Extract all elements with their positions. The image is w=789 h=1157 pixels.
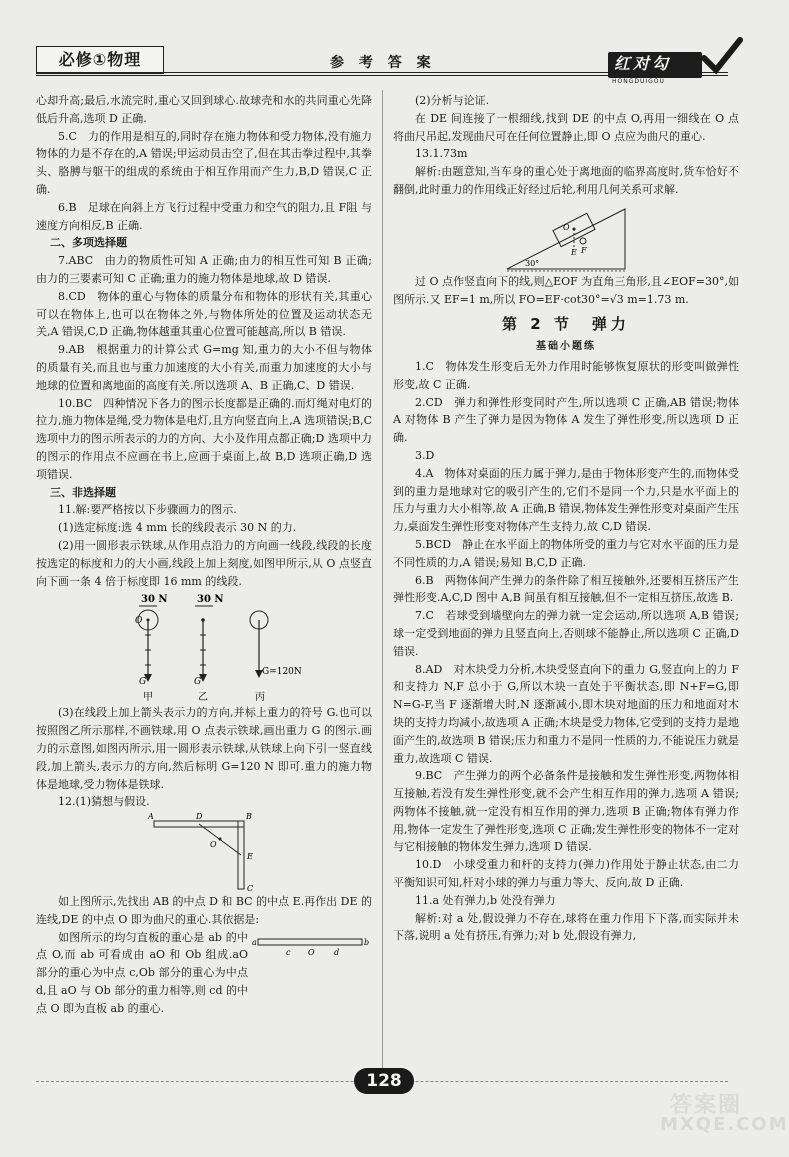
watermark-logo: 答案圈	[670, 1092, 743, 1118]
scale-label-2: 30 N	[197, 594, 224, 606]
caption-bing: 丙	[255, 692, 265, 704]
elastic-answer-10: 10.D 小球受重力和杆的支持力(弹力)作用处于静止状态,由二力平衡知识可知,杆对小球的弹力与重力等大、反向,故 D 正确.	[393, 858, 739, 890]
answer-12-board: 如图所示的均匀直板的重心是 ab 的中点 O,而 ab 可看成由 aO 和 Ob 组成.aO 部分的重心为中点 c,Ob 部分的重心为中点 d,且 aO 与 Ob 部分的重力相等,则 cd 的中点 O 即为直板 ab 的重心.	[36, 930, 248, 1015]
o-label: O	[135, 616, 143, 627]
section-heading: 二、多项选择题	[50, 236, 127, 250]
elastic-answer-7: 7.C 若球受到墙壁向左的弹力就一定会运动,所以选项 A,B 错误;球一定受到地面的弹力且竖直向上,否则球不能静止,所以选项 C 正确,D 错误.	[393, 609, 739, 658]
left-column	[36, 92, 372, 1018]
truck-e: E	[571, 247, 577, 257]
answer-12: 12.(1)猜想与假设.	[58, 795, 150, 809]
answer-12-reason: 如上图所示,先找出 AB 的中点 D 和 BC 的中点 E.再作出 DE 的连线,DE 的中点 O 即为曲尺的重心.其依据是:	[36, 895, 373, 926]
label-o: O	[210, 840, 217, 850]
caption-yi: 乙	[198, 692, 208, 704]
scale-label-1: 30 N	[141, 594, 168, 606]
answer-13-analysis: 解析:由题意知,当车身的重心处于离地面的临界高度时,货车恰好不翻倒,此时重力的作用线正好经过后轮,利用几何关系可求解.	[393, 165, 739, 196]
label-d: D	[196, 812, 203, 822]
column-divider	[382, 90, 383, 1080]
label-c: C	[247, 884, 254, 894]
answer-7: 7.ABC 由力的物质性可知 A 正确;由力的相互性可知 B 正确;由力的三要素可知 C 正确;重力的施力物体是地球,故 D 错误.	[36, 254, 372, 285]
force-diagram	[99, 590, 309, 704]
brand-logo: 红对勾	[608, 52, 702, 78]
page-number: 128	[354, 1068, 414, 1094]
board-diagram	[252, 933, 372, 957]
section-title: 第 2 节 弹力	[502, 315, 630, 334]
elastic-answer-8: 8.AD 对木块受力分析,木块受竖直向下的重力 G,竖直向上的力 F 和支持力 N,F 总小于 G,所以木块一直处于平衡状态,即 N+F=G,即 N=G-F,当 F 逐渐增大时,N 逐渐减小,即木块对地面的压力和地面对木块的支持力均减小,故选项 A 正确;木块是受力物体,它受到的支持力是地面产生的,故选项 B 错误;压力和重力不是同一性质的力,不能说压力就是重力,故选项 C 错误.	[393, 662, 739, 765]
answer-6: 6.B 足球在向斜上方飞行过程中受重力和空气的阻力,且 F阻 与速度方向相反,B 正确.	[36, 200, 372, 232]
board-c: c	[286, 947, 291, 957]
elastic-answer-3: 3.D	[415, 448, 435, 462]
label-a: A	[148, 812, 154, 822]
board-o: O	[308, 947, 315, 957]
elastic-answer-2: 2.CD 弹力和弹性形变同时产生,所以选项 C 正确,AB 错误;物体 A 对物体 B 产生了弹力是因为物体 A 发生了弹性形变,所以选项 D 正确.	[393, 395, 739, 445]
label-b: B	[246, 812, 252, 822]
answer-13: 13.1.73m	[415, 147, 468, 161]
right-column	[393, 92, 739, 945]
board-b: b	[364, 937, 370, 947]
subsection-title: 基础小题练	[536, 341, 596, 353]
label-e: E	[247, 852, 253, 862]
answer-11-step1: (1)选定标度:选 4 mm 长的线段表示 30 N 的力.	[58, 521, 297, 535]
answer-11-step3: (3)在线段上加上箭头表示力的方向,并标上重力的符号 G.也可以按照图乙所示那样,不画铁球,用 O 点表示铁球,画出重力 G 的图示.画力的示意图,如图丙所示,用一圆形表示铁球,从铁球上向下引一竖直线段,加上箭头,表示力的方向,然后标明 G=120 N 即可.重力的施力物体是地球,受力物体是铁球.	[36, 706, 372, 791]
text-paragraph: 心却升高;最后,水流完时,重心又回到球心.故球壳和水的共同重心先降低后升高,选项 D 正确.	[36, 94, 372, 125]
g-value-label: G=120N	[262, 667, 302, 678]
truck-o: O	[563, 222, 570, 232]
answer-9: 9.AB 根据重力的计算公式 G=mg 知,重力的大小不但与物体的质量有关,而且也与重力加速度的大小有关,而重力加速度的大小与地球的位置和离地面的高度有关.所以选项 A、B 正确,C、D 错误.	[36, 343, 372, 392]
answer-12-analysis: 在 DE 间连接了一根细线,找到 DE 的中点 O,再用一细线在 O 点将曲尺吊起,发现曲尺可在任何位置静止,即 O 点应为曲尺的重心.	[393, 111, 739, 143]
watermark-url: MXQE.COM	[660, 1114, 789, 1135]
answer-10: 10.BC 四种情况下各力的图示长度都是正确的.而灯绳对电灯的拉力,施力物体是绳,受力物体是电灯,且方向竖直向上,A 选项错误;B,C 选项中力的图示所表示的力的方向、大小及作用点都正确;D 选项中力的图示的作用点不应画在书上,应画于桌面上,故 B,D 选项正确,D 选项错误.	[36, 396, 372, 481]
answer-5: 5.C 力的作用是相互的,同时存在施力物体和受力物体,没有施力物体的力是不存在的,A 错误;甲运动员击空了,但在其击拳过程中,其拳头、胳膊与躯干的组成的系统由于相互作用而产生力,B,D 错误,C 正确.	[36, 129, 372, 196]
answer-13-solution: 过 O 点作竖直向下的线,则△EOF 为直角三角形,且∠EOF=30°,如图所示.又 EF=1 m,所以 FO=EF·cot30°=√3 m=1.73 m.	[393, 274, 739, 306]
g-label-2: G	[194, 677, 202, 688]
elastic-answer-4: 4.A 物体对桌面的压力属于弹力,是由于物体形变产生的,而物体受到的重力是地球对它的吸引产生的,它们不是同一个力,只是水平面上的压力与重力大小相等,故 A 正确,B 错误,物体发生弹性形变对桌面产生压力,桌面发生弹性形变对物体产生支持力,故 C,D 错误.	[393, 466, 739, 534]
elastic-answer-11: 11.a 处有弹力,b 处没有弹力	[415, 893, 556, 907]
board-a: a	[252, 937, 257, 947]
section-heading: 三、非选择题	[50, 485, 116, 499]
board-block	[36, 929, 372, 1018]
caption-jia: 甲	[143, 692, 153, 704]
elastic-answer-6: 6.B 两物体间产生弹力的条件除了相互接触外,还要相互挤压产生弹性形变.A,C,D 图中 A,B 间虽有相互接触,但不一定相互挤压,故选 B.	[393, 573, 739, 605]
truck-slope-diagram	[501, 199, 631, 273]
answer-12-part2: (2)分析与论证.	[415, 94, 490, 107]
answer-11-step2: (2)用一圆形表示铁球,从作用点沿力的方向画一线段,线段的长度按选定的标度和力的大小画,线段上加上刻度,如图甲所示,从 O 点竖直向下画一条 4 倍于标度即 16 mm 的线段.	[36, 538, 372, 588]
answer-8: 8.CD 物体的重心与物体的质量分布和物体的形状有关,其重心可以在物体上,也可以在物体之外,与物体所处的位置及运动状态无关,A 错误,C,D 正确,物体越重其重心位置可能越高,所以 B 错误.	[36, 289, 372, 339]
elastic-answer-9: 9.BC 产生弹力的两个必备条件是接触和发生弹性形变,两物体相互接触,若没有发生弹性形变,就不会产生相互作用的弹力,选项 A 错误;两物体不接触,就一定没有相互作用的弹力,选项 B 正确;物体有弹力作用,物体一定发生了弹性形变,选项 C 正确;发生弹性形变的物体不一定对与它相接触的物体发生弹力,选项 D 错误.	[393, 769, 739, 854]
book-title: 必修①物理	[36, 46, 164, 74]
elastic-answer-1: 1.C 物体发生形变后无外力作用时能够恢复原状的形变叫做弹性形变,故 C 正确.	[393, 359, 739, 391]
truck-f: F	[581, 245, 587, 255]
g-label-1: G	[139, 677, 147, 688]
header-center-title: 参 考 答 案	[330, 55, 436, 71]
checkmark-icon	[700, 34, 744, 78]
l-square-diagram	[134, 811, 274, 893]
elastic-answer-11-analysis: 解析:对 a 处,假设弹力不存在,球将在重力作用下下落,而实际并未下落,说明 a 处有挤压,有弹力;对 b 处,假设有弹力,	[393, 911, 739, 943]
elastic-answer-5: 5.BCD 静止在水平面上的物体所受的重力与它对水平面的压力是不同性质的力,A 错误;易知 B,C,D 正确.	[393, 537, 739, 569]
page-number-badge	[336, 1068, 432, 1096]
answer-11: 11.解:要严格按以下步骤画力的图示.	[58, 503, 237, 517]
board-d: d	[334, 947, 340, 957]
angle-label: 30°	[525, 258, 540, 268]
brand-subtitle: HONGDUIGOU	[612, 78, 665, 85]
